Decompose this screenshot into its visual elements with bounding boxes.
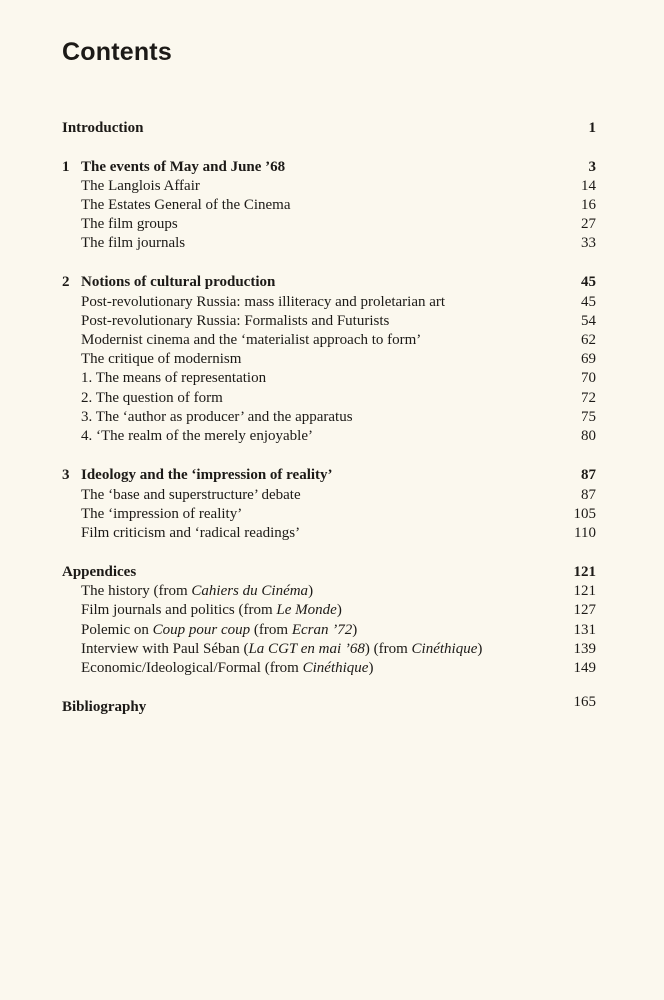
toc-page: 62 xyxy=(581,332,596,348)
toc-entry xyxy=(0,504,664,524)
toc-entry xyxy=(0,311,664,331)
toc-page: 3 xyxy=(588,159,596,175)
toc-page: 165 xyxy=(573,694,596,710)
toc-entry xyxy=(0,600,664,620)
toc-entry xyxy=(0,658,664,678)
toc-entry xyxy=(0,388,664,408)
toc-entry xyxy=(0,523,664,543)
toc-label: The Estates General of the Cinema xyxy=(81,197,291,213)
toc-label: The Langlois Affair xyxy=(81,178,200,194)
toc-entry-bibliography xyxy=(0,694,664,717)
toc-entry xyxy=(0,176,664,196)
toc-label: The ‘base and superstructure’ debate xyxy=(81,487,301,503)
toc-label: Appendices xyxy=(62,564,137,580)
toc-label: Interview with Paul Séban (La CGT en mai ’68) (from Cinéthique) xyxy=(81,641,483,657)
toc-page: 80 xyxy=(581,428,596,444)
toc-label: 4. ‘The realm of the merely enjoyable’ xyxy=(81,428,313,444)
chapter-number: 1 xyxy=(62,159,70,175)
toc-entry xyxy=(0,581,664,601)
toc-page: 110 xyxy=(574,525,596,541)
toc-page: 105 xyxy=(573,506,596,522)
toc-label: Notions of cultural production xyxy=(81,274,276,290)
toc-entry-appendices xyxy=(0,562,664,582)
toc-page: 45 xyxy=(581,274,596,290)
toc-page: 14 xyxy=(581,178,596,194)
toc-label: The film groups xyxy=(81,216,178,232)
toc-label: The ‘impression of reality’ xyxy=(81,506,243,522)
toc-label: 3. The ‘author as producer’ and the apparatus xyxy=(81,409,353,425)
toc-label: Film journals and politics (from Le Monde) xyxy=(81,602,342,618)
toc-label: Post-revolutionary Russia: mass illiteracy and proletarian art xyxy=(81,294,446,310)
toc-label: The film journals xyxy=(81,235,186,251)
toc-page: 16 xyxy=(581,197,596,213)
toc-entry xyxy=(0,292,664,312)
toc-entry xyxy=(0,639,664,659)
toc-entry xyxy=(0,426,664,446)
toc-chapter-3 xyxy=(0,465,664,485)
chapter-number: 3 xyxy=(62,467,70,483)
toc-label: Post-revolutionary Russia: Formalists and Futurists xyxy=(81,313,390,329)
toc-page: 121 xyxy=(573,583,596,599)
toc-page: 27 xyxy=(581,216,596,232)
toc-entry xyxy=(0,195,664,215)
toc-page: 45 xyxy=(581,294,596,310)
toc-label: The critique of modernism xyxy=(81,351,242,367)
toc-page: 149 xyxy=(573,660,596,676)
chapter-number: 2 xyxy=(62,274,70,290)
toc-entry xyxy=(0,233,664,253)
toc-page: 1 xyxy=(588,120,596,136)
toc-entry xyxy=(0,368,664,388)
toc-label: The history (from Cahiers du Cinéma) xyxy=(81,583,314,599)
toc-label: 2. The question of form xyxy=(81,390,223,406)
toc-label: The events of May and June ’68 xyxy=(81,159,286,175)
toc-label: Bibliography xyxy=(62,699,147,715)
toc-entry xyxy=(0,214,664,234)
toc-entry xyxy=(0,620,664,640)
toc-page: 121 xyxy=(573,564,596,580)
toc-label: Economic/Ideological/Formal (from Cinéthique) xyxy=(81,660,374,676)
toc-label: 1. The means of representation xyxy=(81,370,267,386)
toc-page: 75 xyxy=(581,409,596,425)
toc-label: Introduction xyxy=(62,120,144,136)
toc-entry-introduction xyxy=(0,118,664,138)
toc-label: Polemic on Coup pour coup (from Ecran ’72) xyxy=(81,622,358,638)
toc-page: 87 xyxy=(581,487,596,503)
toc-entry xyxy=(0,485,664,505)
toc-page: 72 xyxy=(581,390,596,406)
toc-page: 69 xyxy=(581,351,596,367)
toc-chapter-2 xyxy=(0,272,664,292)
toc-label: Modernist cinema and the ‘materialist approach to form’ xyxy=(81,332,422,348)
toc-page: 139 xyxy=(573,641,596,657)
toc-page: 54 xyxy=(581,313,596,329)
toc-page: 131 xyxy=(573,622,596,638)
toc-page: 33 xyxy=(581,235,596,251)
toc-label: Film criticism and ‘radical readings’ xyxy=(81,525,301,541)
toc-entry xyxy=(0,349,664,369)
page-title: Contents xyxy=(62,38,172,66)
toc-page: 70 xyxy=(581,370,596,386)
toc-label: Ideology and the ‘impression of reality’ xyxy=(81,467,333,483)
toc-chapter-1 xyxy=(0,157,664,177)
toc-entry xyxy=(0,407,664,427)
toc-page: 87 xyxy=(581,467,596,483)
toc-entry xyxy=(0,330,664,350)
toc-page: 127 xyxy=(573,602,596,618)
